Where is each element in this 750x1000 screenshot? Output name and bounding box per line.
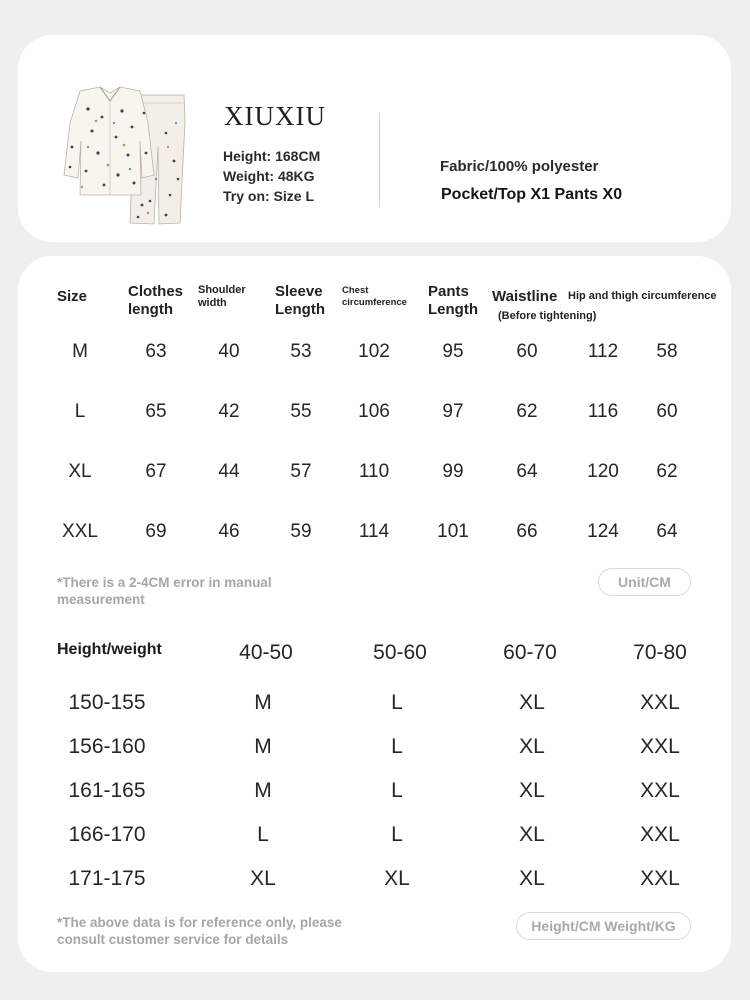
cell-hip: 112 xyxy=(587,341,619,362)
cell-hip: 116 xyxy=(587,401,619,422)
cell-shoulder-width: 44 xyxy=(218,461,240,482)
recommended-size: M xyxy=(254,779,272,802)
header-chest-circumference: Chest circumference xyxy=(342,285,407,308)
unit-badge: Unit/CM xyxy=(598,568,691,596)
cell-clothes-length: 69 xyxy=(145,521,167,542)
cell-sleeve-length: 59 xyxy=(290,521,312,542)
recommended-size: XXL xyxy=(640,691,680,714)
recommended-size: XL xyxy=(384,867,410,890)
cell-pants-length: 97 xyxy=(442,401,464,422)
recommended-size: XXL xyxy=(640,867,680,890)
cell-thigh: 62 xyxy=(656,461,678,482)
cell-pants-length: 99 xyxy=(442,461,464,482)
height-range: 161-165 xyxy=(68,779,146,802)
cell-chest: 102 xyxy=(358,341,390,362)
divider xyxy=(379,113,380,207)
recommended-size: XL xyxy=(250,867,276,890)
recommended-size: L xyxy=(391,691,403,714)
recommended-size: L xyxy=(391,823,403,846)
cell-thigh: 64 xyxy=(656,521,678,542)
measurement-error-note: *There is a 2-4CM error in manual measurement xyxy=(57,575,272,608)
recommended-size: M xyxy=(254,691,272,714)
header-hip-thigh-circumference: Hip and thigh circumference xyxy=(568,290,717,302)
cell-hip: 120 xyxy=(587,461,619,482)
cell-shoulder-width: 42 xyxy=(218,401,240,422)
recommended-size: XL xyxy=(519,779,545,802)
recommended-size: M xyxy=(254,735,272,758)
weight-range-header: 50-60 xyxy=(373,641,427,664)
header-sleeve-length: Sleeve Length xyxy=(275,283,325,319)
header-waistline: Waistline xyxy=(492,288,558,305)
size-chart-card xyxy=(18,256,731,972)
cell-size: XL xyxy=(68,461,92,482)
header-waistline-note: (Before tightening) xyxy=(498,310,597,322)
header-size: Size xyxy=(57,288,88,305)
recommended-size: L xyxy=(391,779,403,802)
cell-thigh: 58 xyxy=(656,341,678,362)
reference-note: *The above data is for reference only, please consult customer service for details xyxy=(57,915,342,948)
recommended-size: XL xyxy=(519,823,545,846)
recommended-size: XXL xyxy=(640,735,680,758)
recommended-size: XL xyxy=(519,735,545,758)
cell-sleeve-length: 55 xyxy=(290,401,312,422)
header-height-weight: Height/weight xyxy=(57,641,162,658)
recommended-size: L xyxy=(257,823,269,846)
cell-clothes-length: 63 xyxy=(145,341,167,362)
cell-pants-length: 95 xyxy=(442,341,464,362)
cell-waistline: 62 xyxy=(516,401,538,422)
product-info-card xyxy=(18,35,731,242)
cell-shoulder-width: 40 xyxy=(218,341,240,362)
cell-waistline: 60 xyxy=(516,341,538,362)
model-weight: Weight: 48KG xyxy=(223,168,315,184)
cell-chest: 110 xyxy=(358,461,390,482)
cell-sleeve-length: 53 xyxy=(290,341,312,362)
cell-sleeve-length: 57 xyxy=(290,461,312,482)
height-range: 171-175 xyxy=(68,867,146,890)
recommended-size: XXL xyxy=(640,779,680,802)
header-shoulder-width: Shoulder width xyxy=(198,284,246,310)
cell-clothes-length: 67 xyxy=(145,461,167,482)
cell-pants-length: 101 xyxy=(437,521,469,542)
cell-chest: 106 xyxy=(358,401,390,422)
pocket-info: Pocket/Top X1 Pants X0 xyxy=(441,186,623,203)
fabric-info: Fabric/100% polyester xyxy=(440,158,599,175)
height-range: 150-155 xyxy=(68,691,146,714)
recommended-size: XL xyxy=(519,691,545,714)
weight-range-header: 70-80 xyxy=(633,641,687,664)
cell-hip: 124 xyxy=(587,521,619,542)
cell-size: XXL xyxy=(62,521,98,542)
cell-size: L xyxy=(74,401,86,422)
cell-waistline: 66 xyxy=(516,521,538,542)
brand-logo: XIUXIU xyxy=(224,101,326,131)
cell-thigh: 60 xyxy=(656,401,678,422)
weight-range-header: 40-50 xyxy=(239,641,293,664)
model-height: Height: 168CM xyxy=(223,148,321,164)
cell-chest: 114 xyxy=(358,521,390,542)
cell-waistline: 64 xyxy=(516,461,538,482)
pajama-set-image xyxy=(58,83,190,225)
measure-units-badge: Height/CM Weight/KG xyxy=(516,912,691,940)
header-clothes-length: Clothes length xyxy=(128,283,184,319)
recommended-size: L xyxy=(391,735,403,758)
recommended-size: XXL xyxy=(640,823,680,846)
header-pants-length: Pants Length xyxy=(428,283,478,319)
cell-size: M xyxy=(72,341,88,362)
cell-shoulder-width: 46 xyxy=(218,521,240,542)
height-range: 166-170 xyxy=(68,823,146,846)
model-try-on-size: Try on: Size L xyxy=(223,188,315,204)
weight-range-header: 60-70 xyxy=(503,641,557,664)
cell-clothes-length: 65 xyxy=(145,401,167,422)
height-range: 156-160 xyxy=(68,735,146,758)
recommended-size: XL xyxy=(519,867,545,890)
